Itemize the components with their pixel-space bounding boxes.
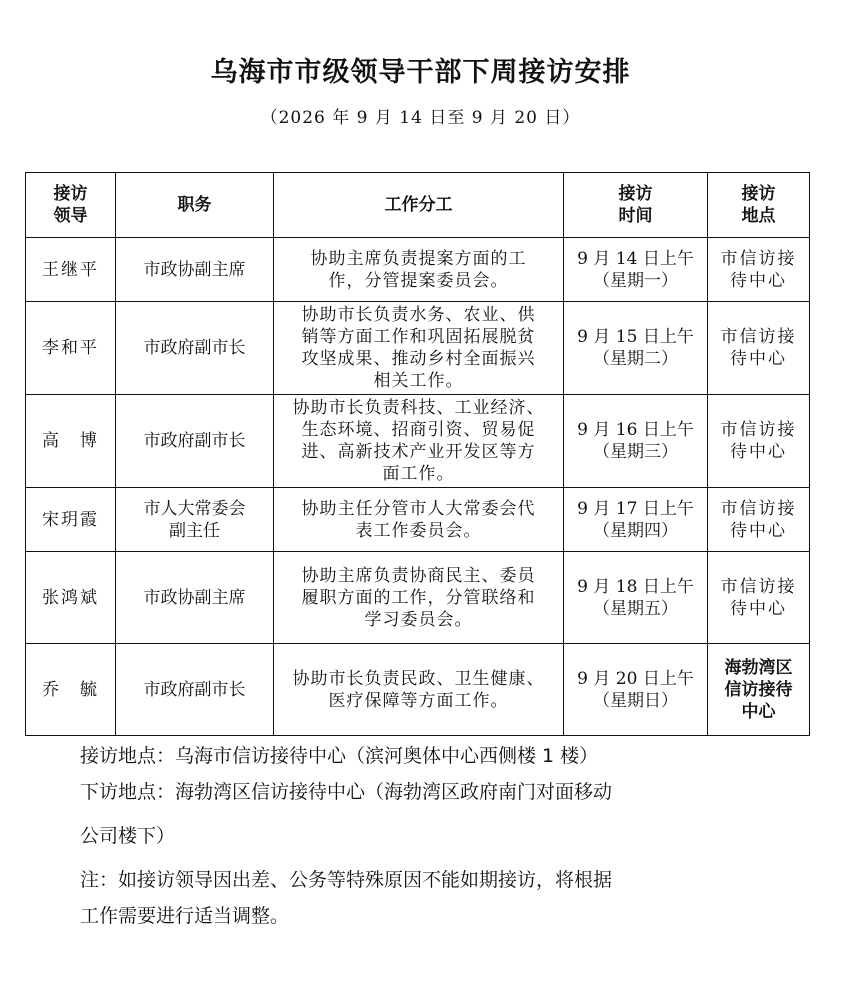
cell-duty: 协助主任分管市人大常委会代 表工作委员会。	[274, 488, 564, 552]
cell-position: 市政协副主席	[116, 552, 274, 644]
remark-line2: 工作需要进行适当调整。	[80, 905, 290, 927]
table-row	[26, 302, 810, 395]
header-time: 接访 时间	[564, 173, 708, 238]
table-row	[26, 552, 810, 644]
table-row	[26, 238, 810, 302]
cell-duty: 协助主席负责协商民主、委员 履职方面的工作，分管联络和 学习委员会。	[274, 552, 564, 644]
table-row	[26, 488, 810, 552]
cell-time: 9 月 16 日上午 （星期三）	[564, 395, 708, 488]
cell-time: 9 月 18 日上午 （星期五）	[564, 552, 708, 644]
cell-place: 市信访接 待中心	[708, 395, 810, 488]
notes-section	[80, 738, 780, 934]
cell-leader-name: 高 博	[26, 395, 116, 488]
cell-leader-name: 李和平	[26, 302, 116, 395]
cell-place: 海勃湾区 信访接待 中心	[708, 644, 810, 736]
remark-line1: 注：如接访领导因出差、公务等特殊原因不能如期接访，将根据	[80, 869, 613, 891]
cell-time: 9 月 20 日上午 （星期日）	[564, 644, 708, 736]
visit-place-note: 接访地点：乌海市信访接待中心（滨河奥体中心西侧楼 1 楼）	[80, 745, 599, 767]
cell-duty: 协助市长负责科技、工业经济、 生态环境、招商引资、贸易促 进、高新技术产业开发区等方 面工作。	[274, 395, 564, 488]
cell-duty: 协助市长负责水务、农业、供 销等方面工作和巩固拓展脱贫 攻坚成果、推动乡村全面振兴 相关工作。	[274, 302, 564, 395]
cell-time: 9 月 15 日上午 （星期二）	[564, 302, 708, 395]
cell-leader-name: 张鸿斌	[26, 552, 116, 644]
cell-leader-name: 宋玥霞	[26, 488, 116, 552]
header-position: 职务	[116, 173, 274, 238]
cell-place: 市信访接 待中心	[708, 302, 810, 395]
cell-duty: 协助市长负责民政、卫生健康、 医疗保障等方面工作。	[274, 644, 564, 736]
cell-position: 市政府副市长	[116, 395, 274, 488]
cell-time: 9 月 14 日上午 （星期一）	[564, 238, 708, 302]
cell-place: 市信访接 待中心	[708, 552, 810, 644]
cell-position: 市人大常委会 副主任	[116, 488, 274, 552]
date-range-subtitle: （2026 年 9 月 14 日至 9 月 20 日）	[260, 108, 581, 128]
header-duty: 工作分工	[274, 173, 564, 238]
cell-duty: 协助主席负责提案方面的工 作，分管提案委员会。	[274, 238, 564, 302]
page-title: 乌海市市级领导干部下周接访安排	[210, 57, 631, 88]
table-row	[26, 644, 810, 736]
down-visit-note-line2: 公司楼下）	[80, 825, 176, 847]
cell-position: 市政府副市长	[116, 644, 274, 736]
down-visit-note-line1: 下访地点：海勃湾区信访接待中心（海勃湾区政府南门对面移动	[80, 781, 613, 803]
cell-position: 市政府副市长	[116, 302, 274, 395]
header-place: 接访 地点	[708, 173, 810, 238]
schedule-table	[25, 172, 810, 736]
cell-place: 市信访接 待中心	[708, 488, 810, 552]
cell-leader-name: 王继平	[26, 238, 116, 302]
header-leader: 接访 领导	[26, 173, 116, 238]
cell-time: 9 月 17 日上午 （星期四）	[564, 488, 708, 552]
table-row	[26, 395, 810, 488]
cell-place: 市信访接 待中心	[708, 238, 810, 302]
cell-position: 市政协副主席	[116, 238, 274, 302]
table-header-row	[26, 173, 810, 238]
cell-leader-name: 乔 毓	[26, 644, 116, 736]
